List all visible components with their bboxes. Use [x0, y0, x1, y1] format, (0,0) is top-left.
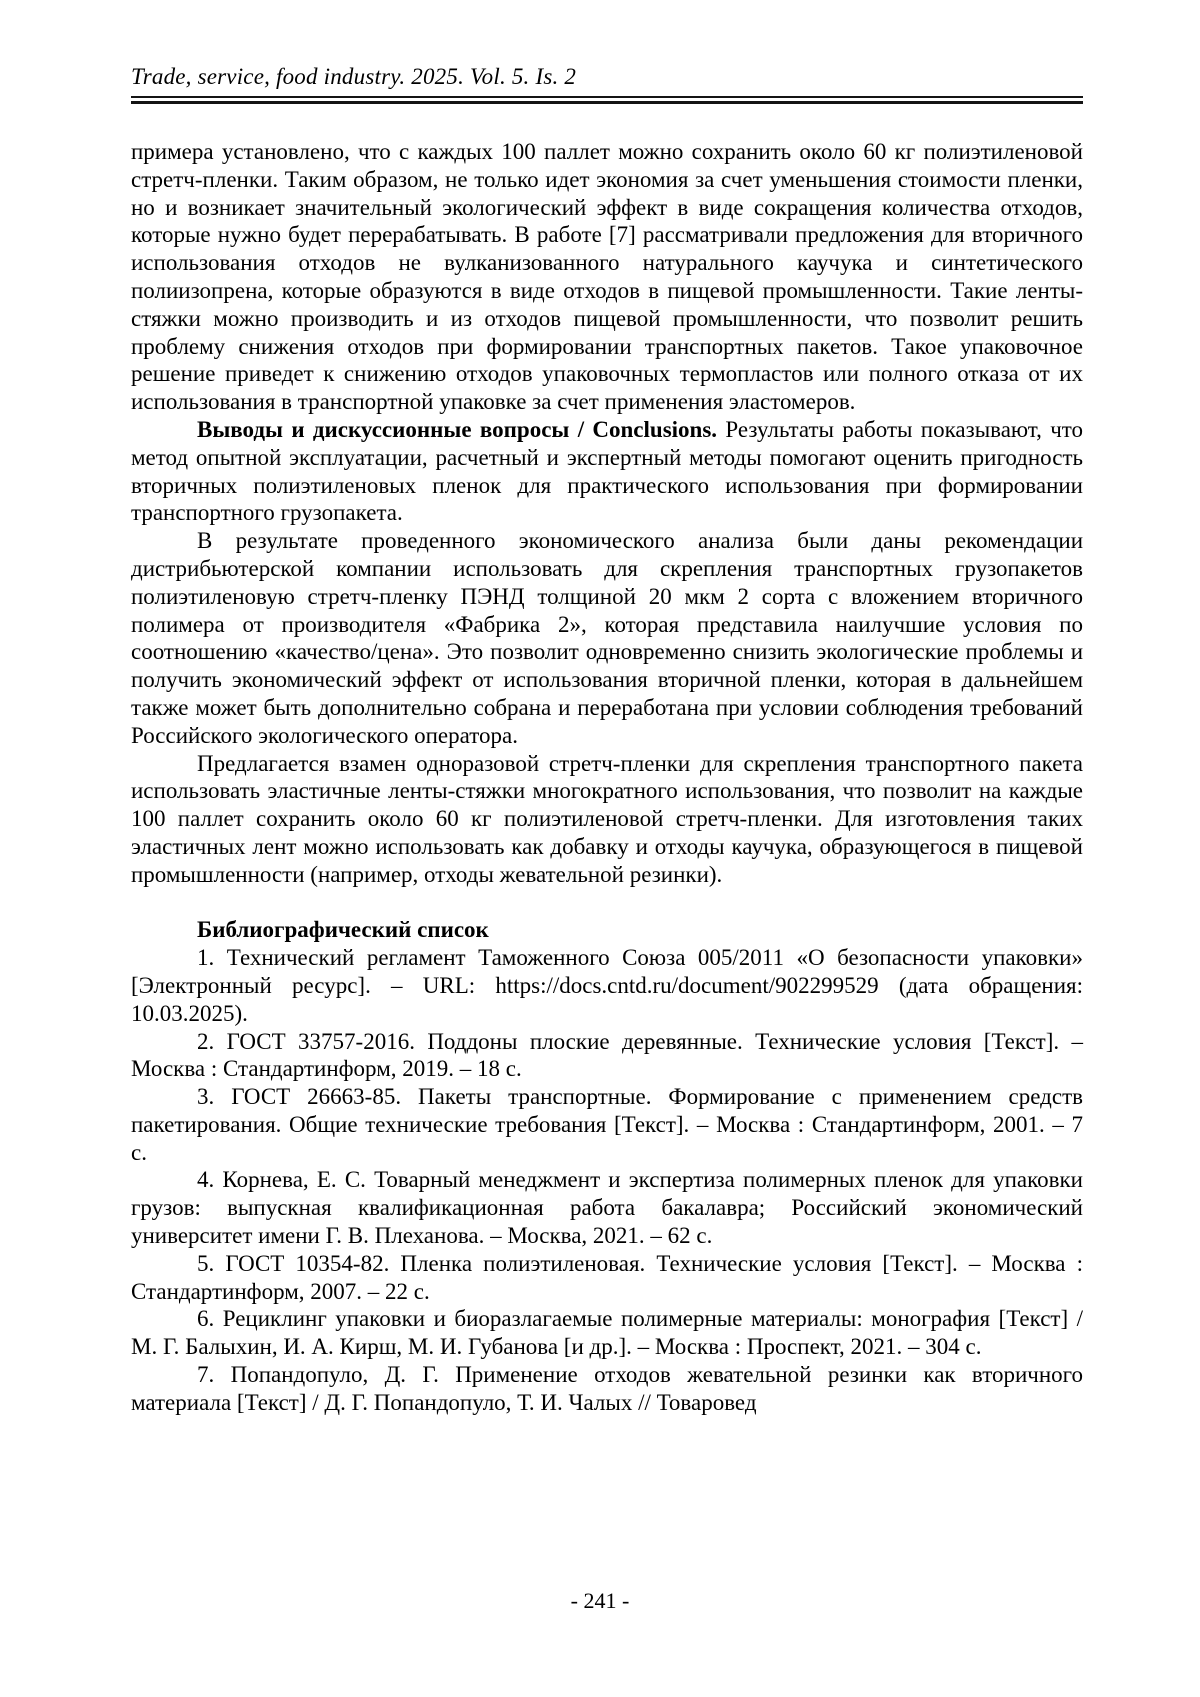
paragraph-continuation: примера установлено, что с каждых 100 паллет можно сохранить около 60 кг полиэтиленовой стретч-пленки. Таким образом, не только идет экономия за счет уменьшения стоимости пленки, но и возникает значительный экологический эффект в виде сокращения количества отходов, которые нужно будет перерабатывать. В работе [7] рассматривали предложения для вторичного использования отходов не вулканизованного натурального каучука и синтетического полиизопрена, которые образуются в виде отходов в пищевой промышленности. Такие ленты-стяжки можно производить и из отходов пищевой промышленности, что позволит решить проблему снижения отходов при формировании транспортных пакетов. Такое упаковочное решение приведет к снижению отходов упаковочных термопластов или полного отказа от их использования в транспортной упаковке за счет применения эластомеров. [131, 139, 1083, 415]
bibliography-list [131, 944, 1083, 1417]
header-rule [131, 96, 1083, 104]
bibliography-item: 5. ГОСТ 10354-82. Пленка полиэтиленовая. Технические условия [Текст]. – Москва : Стандартинформ, 2007. – 22 с. [131, 1250, 1083, 1304]
bibliography-item: 6. Рециклинг упаковки и биоразлагаемые полимерные материалы: монография [Текст] / М. Г. Балыхин, И. А. Кирш, М. И. Губанова [и др.]. – Москва : Проспект, 2021. – 304 с. [131, 1306, 1083, 1360]
bibliography-item: 1. Технический регламент Таможенного Союза 005/2011 «О безопасности упаковки» [Электронный ресурс]. – URL: https://docs.cntd.ru/document/902299529 (дата обращения: 10.03.2025). [131, 945, 1083, 1026]
article-body [131, 138, 1083, 1417]
paragraph-economic-analysis: В результате проведенного экономического анализа были даны рекомендации дистрибьютерской компании использовать для скрепления транспортных грузопакетов полиэтиленовую стретч-пленку ПЭНД толщиной 20 мкм 2 сорта с вложением вторичного полимера от производителя «Фабрика 2», которая представила наилучшие условия по соотношению «качество/цена». Это позволит одновременно снизить экологические проблемы и получить экономический эффект от использования вторичной пленки, которая в дальнейшем также может быть дополнительно собрана и переработана при условии соблюдения требований Российского экологического оператора. [131, 528, 1083, 748]
journal-title: Trade, service, food industry. 2025. Vol. 5. Is. 2 [131, 64, 577, 89]
paragraph-conclusions [131, 416, 1083, 527]
bibliography-item: 2. ГОСТ 33757-2016. Поддоны плоские деревянные. Технические условия [Текст]. – Москва : Стандартинформ, 2019. – 18 с. [131, 1028, 1083, 1082]
bibliography-item: 4. Корнева, Е. С. Товарный менеджмент и экспертиза полимерных пленок для упаковки грузов: выпускная квалификационная работа бакалавра; Российский экономический университет имени Г. В. Плеханова. – Москва, 2021. – 62 с. [131, 1167, 1083, 1249]
bibliography-item: 7. Попандопуло, Д. Г. Применение отходов жевательной резинки как вторичного материала [Текст] / Д. Г. Попандопуло, Т. И. Чалых // Товаровед [131, 1362, 1083, 1415]
page-content [131, 0, 1083, 1417]
paragraph-proposal: Предлагается взамен одноразовой стретч-пленки для скрепления транспортного пакета использовать эластичные ленты-стяжки многократного использования, что позволит на каждые 100 паллет сохранить около 60 кг полиэтиленовой стретч-пленки. Для изготовления таких эластичных лент можно использовать как добавку и отходы каучука, образующегося в пищевой промышленности (например, отходы жевательной резинки). [131, 750, 1083, 887]
conclusions-rest: Результаты работы показывают, что метод опытной эксплуатации, расчетный и экспертный методы помогают оценить пригодность вторичных полиэтиленовых пленок для практического использования при формировании транспортного грузопакета. [131, 416, 1084, 526]
bibliography-item: 3. ГОСТ 26663-85. Пакеты транспортные. Формирование с применением средств пакетирования. Общие технические требования [Текст]. – Москва : Стандартинформ, 2001. – 7 с. [131, 1084, 1083, 1165]
page-number: - 241 - [570, 1588, 630, 1613]
conclusions-lead-bold: Выводы и дискуссионные вопросы / Conclusions. [197, 416, 718, 442]
running-header [131, 64, 1083, 104]
bibliography-heading: Библиографический список [197, 917, 489, 943]
